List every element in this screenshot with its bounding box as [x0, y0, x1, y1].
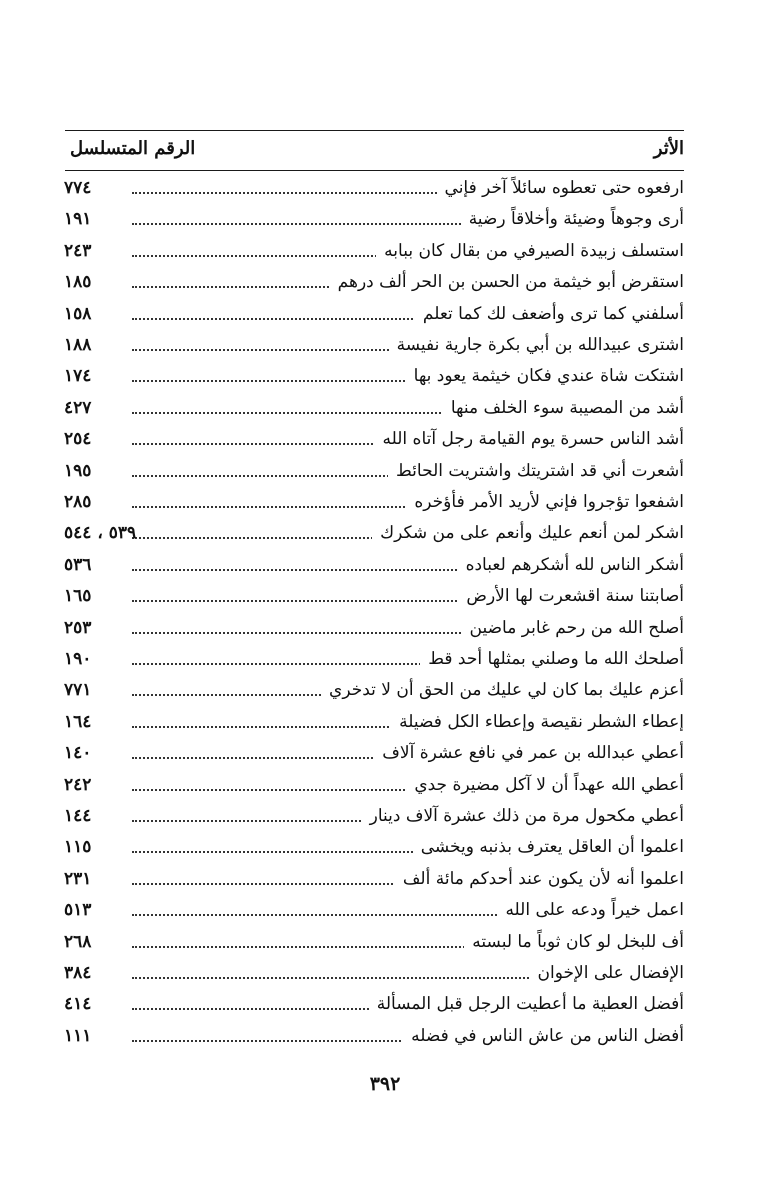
entry-text: إعطاء الشطر نقيصة وإعطاء الكل فضيلة	[391, 707, 684, 738]
index-entry	[0, 738, 770, 769]
entry-number: ٢٤٢	[64, 774, 92, 795]
entry-text: ارفعوه حتى تعطوه سائلاً آخر فإني	[437, 173, 684, 204]
index-entry	[0, 613, 770, 644]
entry-number: ١٩٠	[64, 649, 92, 669]
column-header-serial-number: الرقم المتسلسل	[70, 138, 196, 159]
index-entry	[0, 173, 770, 204]
index-entry	[0, 424, 770, 455]
entry-text: أسلفني كما ترى وأضعف لك كما تعلم	[415, 299, 684, 330]
entry-text: استسلف زبيدة الصيرفي من بقال كان ببابه	[376, 236, 684, 267]
index-entry	[0, 581, 770, 612]
index-entry	[0, 393, 770, 424]
entry-number: ٢٥٣	[64, 617, 92, 638]
entry-text: أشد الناس حسرة يوم القيامة رجل آتاه الله	[375, 424, 685, 455]
entry-text: أشد من المصيبة سوء الخلف منها	[443, 393, 684, 424]
entry-number: ١٩١	[64, 209, 92, 230]
entry-number: ٢٦٨	[64, 931, 92, 952]
entry-number: ٥٣٩ ، ٥٤٤	[64, 523, 137, 544]
entry-number: ١٤٤	[64, 806, 92, 826]
entry-number: ١٦٤	[64, 711, 92, 732]
entry-text: أعطي مكحول مرة من ذلك عشرة آلاف دينار	[362, 801, 684, 832]
entry-text: أشكر الناس لله أشكرهم لعباده	[458, 550, 684, 581]
entry-number: ٢٨٥	[64, 492, 92, 512]
index-entry	[0, 895, 770, 926]
entry-text: استقرض أبو خيثمة من الحسن بن الحر ألف درهم	[330, 267, 684, 298]
entry-number: ٥٣٦	[64, 554, 92, 575]
entry-text: اعمل خيراً ودعه على الله	[497, 895, 684, 926]
index-entry	[0, 927, 770, 958]
entry-text: أفضل العطية ما أعطيت الرجل قبل المسألة	[369, 989, 684, 1020]
entry-text: اعلموا أنه لأن يكون عند أحدكم مائة ألف	[395, 864, 684, 895]
entry-text: اشكر لمن أنعم عليك وأنعم على من شكرك	[372, 518, 684, 549]
index-entry	[0, 1021, 770, 1052]
index-entry	[0, 487, 770, 518]
column-header-athar: الأثر	[653, 138, 684, 159]
index-entry	[0, 518, 770, 549]
entry-number: ٧٧١	[64, 680, 92, 701]
index-entry	[0, 299, 770, 330]
index-entry	[0, 330, 770, 361]
entry-text: أرى وجوهاً وضيئة وأخلاقاً رضية	[461, 204, 684, 235]
entry-number: ٢٣١	[64, 868, 92, 889]
entry-number: ٤١٤	[64, 994, 92, 1015]
entry-text: أعطي الله عهداً أن لا آكل مضيرة جدي	[406, 770, 684, 801]
page-number: ٣٩٢	[369, 1073, 401, 1095]
index-entry	[0, 832, 770, 863]
entry-number: ١٩٥	[64, 460, 92, 481]
index-entry	[0, 550, 770, 581]
entry-text: أعطي عبدالله بن عمر في نافع عشرة آلاف	[374, 738, 684, 769]
index-entry	[0, 267, 770, 298]
entry-text: أصلحك الله ما وصلني بمثلها أحد قط	[420, 644, 684, 675]
entry-text: اشفعوا تؤجروا فإني لأريد الأمر فأؤخره	[406, 487, 684, 518]
index-entry	[0, 236, 770, 267]
entry-text: أف للبخل لو كان ثوباً ما لبسته	[464, 927, 684, 958]
entry-number: ٧٧٤	[64, 178, 92, 198]
entry-number: ١١١	[64, 1025, 92, 1046]
entry-text: اعلموا أن العاقل يعترف بذنبه ويخشى	[413, 832, 684, 863]
entry-number: ٥١٣	[64, 900, 92, 921]
entry-number: ١١٥	[64, 837, 92, 858]
index-entry	[0, 361, 770, 392]
index-entry	[0, 456, 770, 487]
entry-number: ١٤٠	[64, 743, 92, 764]
entry-text: اشتكت شاة عندي فكان خيثمة يعود بها	[406, 361, 684, 392]
entry-number: ١٨٨	[64, 335, 92, 355]
entry-text: أصابتنا سنة اقشعرت لها الأرض	[458, 581, 684, 612]
index-entry	[0, 644, 770, 675]
entry-text: أصلح الله من رحم غابر ماضين	[462, 613, 684, 644]
entry-number: ١٨٥	[64, 272, 92, 293]
index-entry	[0, 801, 770, 832]
index-entry	[0, 770, 770, 801]
entry-text: اشترى عبيدالله بن أبي بكرة جارية نفيسة	[389, 330, 684, 361]
index-entry	[0, 675, 770, 706]
entry-number: ٢٥٤	[64, 429, 92, 450]
index-entry	[0, 707, 770, 738]
entry-text: أفضل الناس من عاش الناس في فضله	[403, 1021, 684, 1052]
entry-number: ١٧٤	[64, 366, 92, 387]
entry-text: أعزم عليك بما كان لي عليك من الحق أن لا تدخري	[321, 675, 684, 706]
entry-text: أشعرت أني قد اشتريتك واشتريت الحائط	[388, 456, 684, 487]
index-entry	[0, 204, 770, 235]
index-entry	[0, 989, 770, 1020]
entry-number: ١٦٥	[64, 586, 92, 607]
index-entry	[0, 958, 770, 989]
entry-number: ١٥٨	[64, 303, 92, 324]
entry-number: ٢٤٣	[64, 240, 92, 261]
entry-text: الإفضال على الإخوان	[530, 958, 684, 989]
entry-number: ٣٨٤	[64, 963, 92, 983]
entry-number: ٤٢٧	[64, 397, 92, 418]
index-entry	[0, 864, 770, 895]
